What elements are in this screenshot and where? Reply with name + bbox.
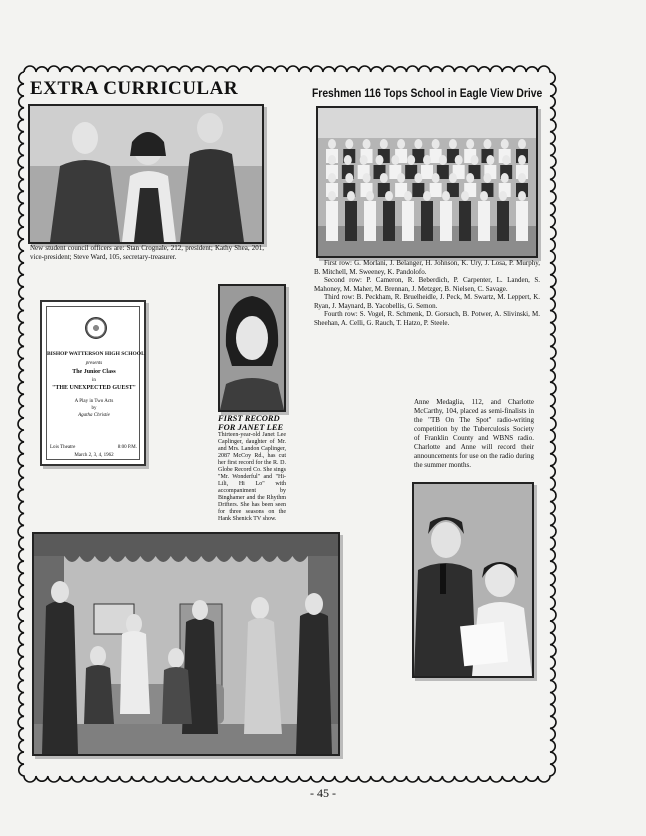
section-title: EXTRA CURRICULAR <box>30 78 239 99</box>
record-headline: FIRST RECORD FOR JANET LEE <box>218 413 284 432</box>
program-in: in <box>92 378 96 383</box>
radio-contest-photo <box>412 482 534 678</box>
class-caption-row-3: Third row: B. Peckham, R. Bruelheidle, J. Peck, M. Swartz, M. Leppert, K. Ryan, J. Maynard, B. Yacobellis, G. Semon. <box>314 293 540 310</box>
play-cast-photo <box>32 532 340 756</box>
program-play-title: "THE UNEXPECTED GUEST" <box>51 385 136 391</box>
program-school: BISHOP WATTERSON HIGH SCHOOL <box>47 351 145 357</box>
program-presents: presents <box>85 361 103 366</box>
freshmen-class-photo <box>316 106 538 258</box>
class-caption-row-1: First row: G. Morlani, J. Belanger, H. Johnson, K. Ury, J. Losa, P. Murphy, B. Mitchell, M. Sweeney, K. Pandolofo. <box>314 259 540 276</box>
council-photo <box>28 104 264 244</box>
semifinalist-caption: Anne Medaglia, 112, and Charlotte McCarthy, 104, placed as semi-finalists in the "TB On The Spot" radio-writing competition by the Tuberculosis Society of Franklin County and WBNS radio. Charlotte and Anne will record their announcements for use on the radio during the summer months. <box>414 398 534 469</box>
janet-lee-portrait <box>218 284 286 412</box>
headline: Freshmen 116 Tops School in Eagle View Drive <box>312 86 543 100</box>
program-time: 8:00 P.M. <box>117 445 137 450</box>
school-seal-icon <box>85 317 107 339</box>
class-caption-row-2: Second row: P. Cameron, R. Beberdich, P. Carpenter, L. Landen, S. Mahoney, M. Maher, M. Brennan, J. Metzger, B. Nielsen, C. Savage. <box>314 276 540 293</box>
class-caption-row-4: Fourth row: S. Vogel, R. Schmenk, D. Gorsuch, B. Potwer, A. Slivinski, M. Sheehan, A. Celli, G. Rauch, T. Hatzo, P. Steele. <box>314 310 540 327</box>
program-class: The Junior Class <box>72 369 116 375</box>
program-date: March 2, 3, 4, 1962 <box>74 453 114 458</box>
program-author: Agatha Christie <box>78 413 110 418</box>
page-number: - 45 - <box>310 786 336 800</box>
record-article: Thirteen-year-old Janet Lee Caplinger, daughter of Mr. and Mrs. Landon Caplinger, 2087 McCoy Rd., has cut her first record for the R. D. Globe Record Co. She sings "Mr. Wonderful" and "Hi-Lili, Hi Lo" with accompaniment by Binghamer and the Rhythm Drifters. She has been seen for three seasons on the Hank Shenick TV show. <box>218 432 286 522</box>
play-program <box>40 300 146 466</box>
program-by: by <box>91 406 97 411</box>
program-play-sub: A Play in Two Acts <box>74 399 114 404</box>
council-caption: New student council officers are: Stan Crognale, 212, president; Kathy Shea, 201, vice-president; Steve Ward, 105, secretary-treasurer. <box>30 244 264 261</box>
class-caption <box>314 259 540 327</box>
program-venue: Lois Theatre <box>50 445 76 450</box>
